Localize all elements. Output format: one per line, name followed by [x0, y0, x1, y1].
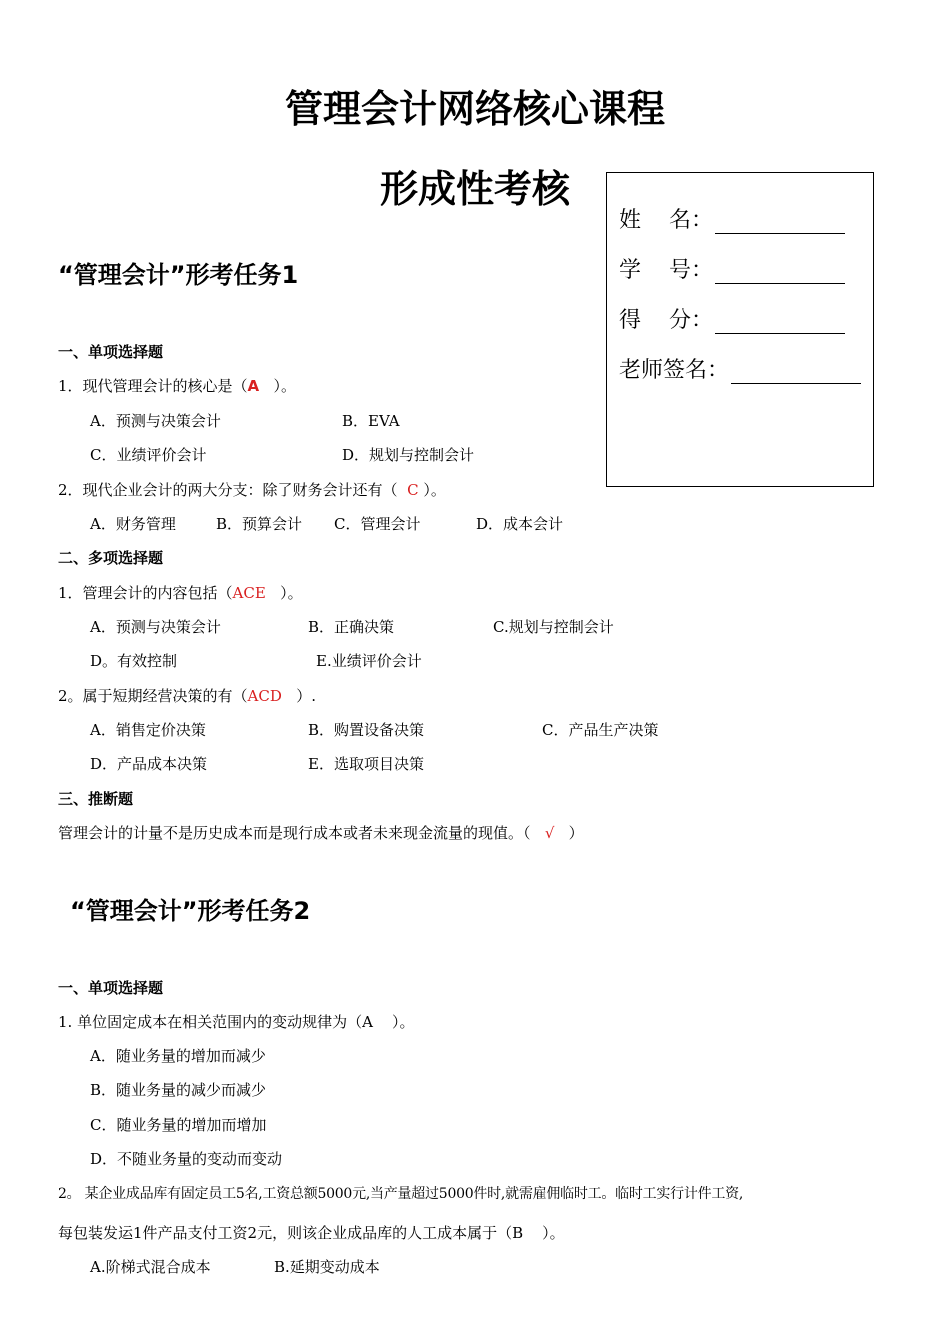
task1-q1: 1．现代管理会计的核心是（A ）。: [58, 377, 296, 395]
task1-m1-option-d: D。有效控制: [90, 652, 178, 670]
task1-section-judgement: 三、推断题: [58, 790, 134, 808]
student-id-blank[interactable]: [715, 261, 845, 284]
task1-m2-option-c: C．产品生产决策: [542, 721, 659, 739]
task1-m1-option-a: A．预测与决策会计: [90, 618, 221, 636]
task1-q2: 2．现代企业会计的两大分支：除了财务会计还有（ C ）。: [58, 481, 446, 499]
task2-q1: 1. 单位固定成本在相关范围内的变动规律为（A ）。: [58, 1013, 415, 1031]
answer-mark: ACD: [247, 687, 282, 705]
score-row: [619, 303, 845, 334]
task1-m2: 2。属于短期经营决策的有（ACD ）.: [58, 687, 316, 705]
student-id-label: 学 号：: [619, 258, 713, 283]
name-row: [619, 203, 845, 234]
task2-q1-option-a: A．随业务量的增加而减少: [90, 1047, 266, 1065]
task1-m2-option-a: A．销售定价决策: [90, 721, 206, 739]
task1-q2-option-d: D．成本会计: [476, 515, 564, 533]
task1-q1-option-b: B．EVA: [342, 412, 400, 430]
student-id-row: [619, 253, 845, 284]
answer-mark: A: [247, 377, 260, 395]
name-blank[interactable]: [715, 211, 845, 234]
task1-m2-option-b: B．购置设备决策: [308, 721, 425, 739]
teacher-blank[interactable]: [731, 361, 861, 384]
task1-section-multiple: 二、多项选择题: [58, 549, 164, 567]
task2-title: “管理会计”形考任务2: [70, 897, 311, 925]
task1-m2-option-e: E．选取项目决策: [308, 755, 424, 773]
document-subtitle: 形成性考核: [379, 167, 570, 211]
task1-title: “管理会计”形考任务1: [58, 261, 299, 289]
task1-j1: 管理会计的计量不是历史成本而是现行成本或者未来现金流量的现值。（ √ ）: [58, 824, 584, 842]
score-blank[interactable]: [715, 311, 845, 334]
task2-q2-option-b: B.延期变动成本: [274, 1258, 380, 1276]
task2-q1-option-b: B．随业务量的减少而减少: [90, 1081, 267, 1099]
task1-section-single: 一、单项选择题: [58, 343, 164, 361]
task2-q1-option-c: C．随业务量的增加而增加: [90, 1116, 267, 1134]
task2-q2-line2: 每包装发运1件产品支付工资2元，则该企业成品库的人工成本属于（B ）。: [58, 1224, 565, 1242]
task1-q2-option-b: B．预算会计: [216, 515, 303, 533]
student-info-box: [606, 172, 874, 487]
document-title: 管理会计网络核心课程: [284, 87, 665, 131]
score-label: 得 分：: [619, 308, 713, 333]
task2-q2-line1: 2。 某企业成品库有固定员工5名,工资总额5000元,当产量超过5000件时,就需雇佣临时工。临时工实行计件工资,: [58, 1186, 744, 1202]
task1-m1-option-e: E.业绩评价会计: [316, 652, 422, 670]
task1-q2-option-c: C．管理会计: [334, 515, 421, 533]
teacher-label: 老师签名：: [619, 358, 730, 383]
task2-q2-option-a: A.阶梯式混合成本: [90, 1258, 211, 1276]
answer-mark: C: [407, 481, 419, 499]
task1-m2-option-d: D．产品成本决策: [90, 755, 208, 773]
task1-q2-option-a: A．财务管理: [90, 515, 176, 533]
name-label: 姓 名：: [619, 208, 713, 233]
task1-q1-option-c: C．业绩评价会计: [90, 446, 207, 464]
task1-q1-option-a: A．预测与决策会计: [90, 412, 221, 430]
task1-m1: 1．管理会计的内容包括（ACE ）。: [58, 584, 303, 602]
task1-q1-option-d: D．规划与控制会计: [342, 446, 475, 464]
task1-m1-option-c: C.规划与控制会计: [493, 618, 614, 636]
task2-q1-option-d: D．不随业务量的变动而变动: [90, 1150, 283, 1168]
task1-m1-option-b: B．正确决策: [308, 618, 395, 636]
check-mark-icon: √: [544, 824, 555, 842]
answer-mark: ACE: [232, 584, 266, 602]
task2-section-single: 一、单项选择题: [58, 979, 164, 997]
teacher-row: [619, 353, 861, 384]
